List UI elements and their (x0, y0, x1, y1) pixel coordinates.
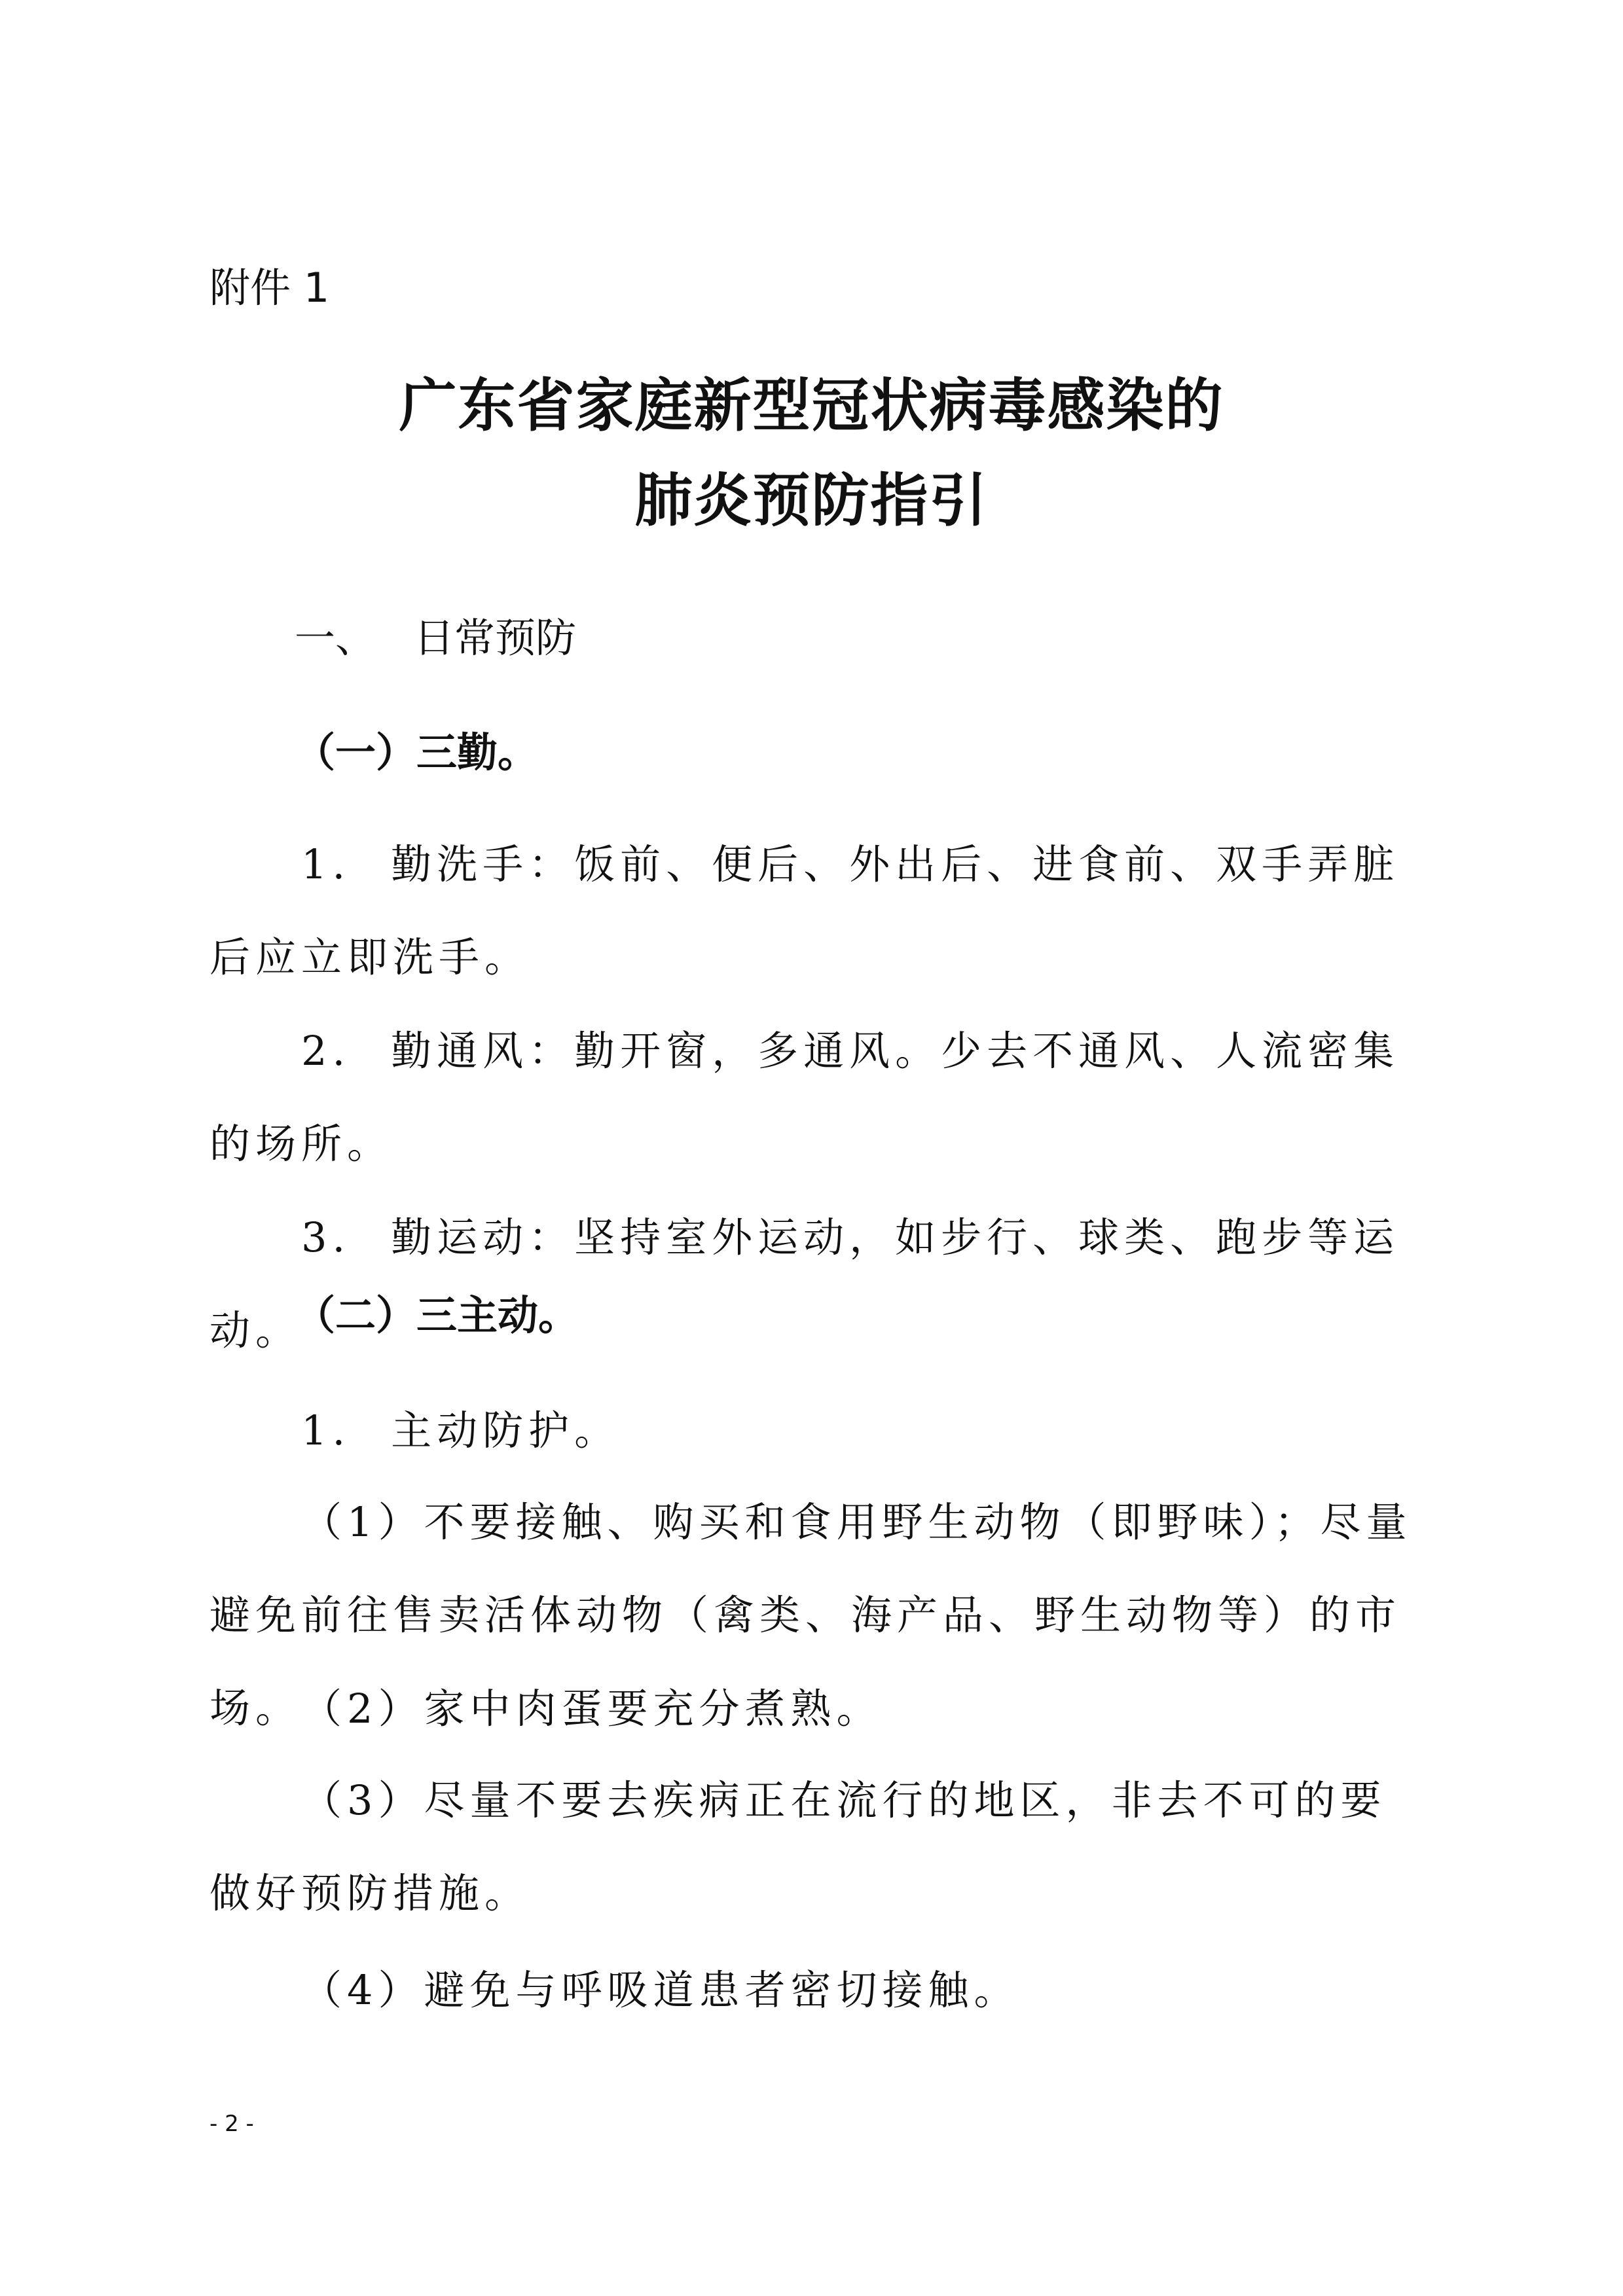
sub-item-avoid-contact: （4）避免与呼吸道患者密切接触。 (301, 1966, 1020, 2014)
sub-item-wild-animals: （1）不要接触、购买和食用野生动物（即野味）；尽量避免前往售卖活体动物（禽类、海产品、野生动物等）的市场。 (210, 1498, 1412, 1732)
attachment-label: 附件 1 (210, 264, 330, 312)
list-item-text: 勤通风：勤开窗，多通风。少去不通风、人流密集的场所。 (210, 1027, 1400, 1168)
list-item-wash-hands (210, 818, 1414, 1004)
sub-item-avoid-epidemic-areas: （3）尽量不要去疾病正在流行的地区，非去不可的要做好预防措施。 (210, 1776, 1387, 1917)
list-item-number: 1. (301, 1407, 351, 1454)
list-item-active-protection (210, 1384, 1414, 1477)
list-item-exercise (210, 1191, 1414, 1377)
list-item-number: 1. (301, 840, 351, 888)
list-item-text: 主动防护。 (391, 1407, 621, 1454)
page-number: - 2 - (210, 2111, 254, 2137)
list-item-text: 勤运动：坚持室外运动，如步行、球类、跑步等运动。 (210, 1213, 1400, 1354)
document-title-line-2: 肺炎预防指引 (634, 467, 989, 534)
section-heading-daily-prevention (295, 612, 576, 664)
sub-item-cook-food: （2）家中肉蛋要充分煮熟。 (301, 1685, 883, 1732)
list-item-number: 3. (301, 1213, 351, 1261)
list-item-number: 2. (301, 1027, 351, 1075)
section-title: 日常预防 (414, 614, 577, 662)
document-title-line-1: 广东省家庭新型冠状病毒感染的 (399, 372, 1224, 439)
section-number: 一、 (295, 614, 376, 662)
subsection-heading-three-diligences: （一）三勤。 (295, 728, 539, 776)
list-item-ventilation (210, 1005, 1414, 1191)
subsection-heading-three-initiatives: （二）三主动。 (295, 1291, 579, 1339)
list-item-text: 勤洗手：饭前、便后、外出后、进食前、双手弄脏后应立即洗手。 (210, 840, 1400, 981)
